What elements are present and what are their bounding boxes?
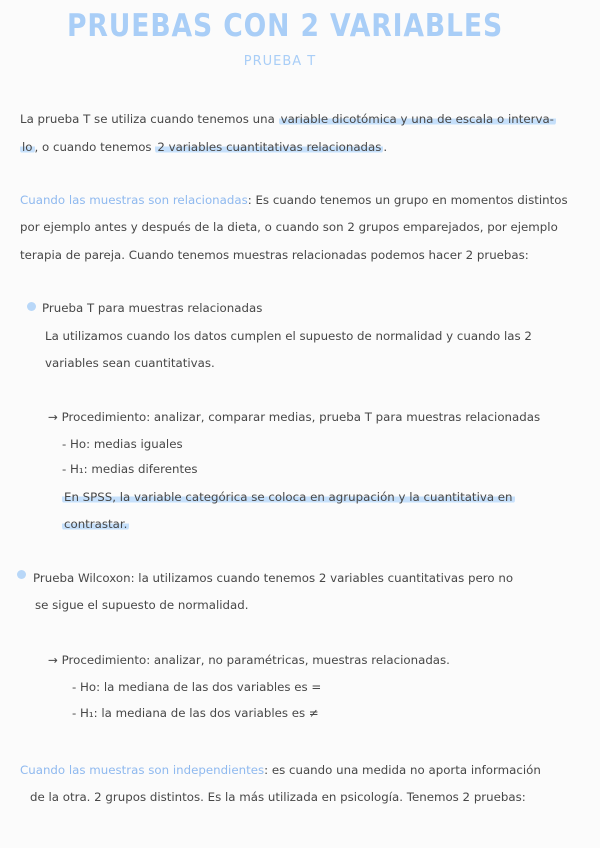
spss-line-2 <box>62 516 129 532</box>
ttest-h0: - Ho: medias iguales <box>62 437 183 451</box>
intro-line-1 <box>20 111 556 127</box>
related-heading: Cuando las muestras son relacionadas <box>20 193 248 207</box>
related-line-3: terapia de pareja. Cuando tenemos muestras relacionadas podemos hacer 2 pruebas: <box>20 248 529 262</box>
arrow-icon: → <box>48 653 58 667</box>
independent-line-2: de la otra. 2 grupos distintos. Es la más utilizada en psicología. Tenemos 2 pruebas: <box>30 790 526 804</box>
intro-highlight-1: variable dicotómica y una de escala o interva- <box>280 112 554 126</box>
independent-heading: Cuando las muestras son independientes <box>20 763 265 777</box>
intro-text: . <box>383 140 388 154</box>
bullet-dot <box>17 570 26 579</box>
wilcoxon-h0: - Ho: la mediana de las dos variables es = <box>72 680 322 694</box>
intro-highlight-2: lo <box>22 140 33 154</box>
wilcoxon-line-1: Prueba Wilcoxon: la utilizamos cuando tenemos 2 variables cuantitativas pero no <box>33 571 514 585</box>
wilcoxon-procedure <box>48 652 450 668</box>
related-text: : Es cuando tenemos un grupo en momentos distintos <box>247 193 568 207</box>
ttest-procedure <box>48 409 540 425</box>
page-subtitle: PRUEBA T <box>243 54 317 69</box>
intro-line-2 <box>20 139 387 155</box>
page-title: PRUEBAS CON 2 VARIABLES <box>66 8 504 44</box>
spss-highlight-1: En SPSS, la variable categórica se coloca en agrupación y la cuantitativa en <box>64 490 513 504</box>
procedure-text: Procedimiento: analizar, comparar medias, prueba T para muestras relacionadas <box>61 410 541 424</box>
ttest-h1: - H₁: medias diferentes <box>62 462 198 476</box>
ttest-line-2: variables sean cuantitativas. <box>45 356 215 370</box>
spss-highlight-2: contrastar. <box>64 517 128 531</box>
wilcoxon-h1: - H₁: la mediana de las dos variables es ≠ <box>72 706 319 720</box>
arrow-icon: → <box>48 410 58 424</box>
independent-text: : es cuando una medida no aporta información <box>264 763 541 777</box>
procedure-text: Procedimiento: analizar, no paramétricas, muestras relacionadas. <box>61 653 450 667</box>
bullet-dot <box>27 302 36 311</box>
related-line-2: por ejemplo antes y después de la dieta, o cuando son 2 grupos emparejados, por ejemplo <box>20 220 558 234</box>
intro-highlight-3: 2 variables cuantitativas relacionadas <box>157 140 382 154</box>
ttest-title: Prueba T para muestras relacionadas <box>42 301 263 315</box>
wilcoxon-line-2: se sigue el supuesto de normalidad. <box>35 598 249 612</box>
ttest-line-1: La utilizamos cuando los datos cumplen el supuesto de normalidad y cuando las 2 <box>45 329 532 343</box>
intro-text: La prueba T se utiliza cuando tenemos una <box>20 112 279 126</box>
independent-line-1 <box>20 762 541 778</box>
spss-line-1 <box>62 489 515 505</box>
related-line-1 <box>20 192 568 208</box>
intro-text: , o cuando tenemos <box>34 140 156 154</box>
